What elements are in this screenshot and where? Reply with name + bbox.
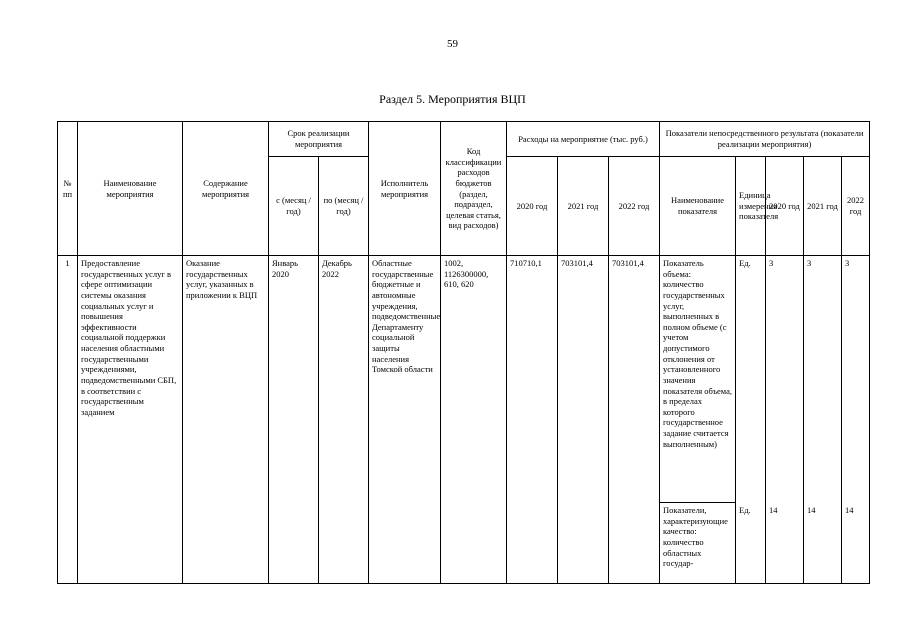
header-ind-2021: 2021 год (804, 157, 842, 256)
row-exp-2022: 703101,4 (609, 256, 660, 584)
indicator-unit: Ед. (736, 256, 766, 503)
indicator-name: Показатели, характеризующие качество: количество областных государ- (660, 503, 736, 584)
header-content: Содержание мероприятия (183, 122, 269, 256)
row-exp-2021: 703101,4 (558, 256, 609, 584)
indicator-2020: 14 (766, 503, 804, 584)
header-indicators-group: Показатели непосредственного результата (показатели реализации мероприятия) (660, 122, 870, 157)
row-term-from: Январь 2020 (269, 256, 319, 584)
indicator-2021: 14 (804, 503, 842, 584)
header-name: Наименование мероприятия (78, 122, 183, 256)
row-executor: Областные государственные бюджетные и автономные учреждения, подведомственные Департаменту социальной защиты населения Томской области (369, 256, 441, 584)
indicator-2022: 14 (842, 503, 870, 584)
header-term-group: Срок реализации мероприятия (269, 122, 369, 157)
row-exp-2020: 710710,1 (507, 256, 558, 584)
indicator-2021: 3 (804, 256, 842, 503)
table-row (58, 256, 870, 503)
activities-table (57, 121, 870, 584)
row-content: Оказание государственных услуг, указанных в приложении к ВЦП (183, 256, 269, 584)
header-exp-2021: 2021 год (558, 157, 609, 256)
row-name: Предоставление государственных услуг в сфере оптимизации системы оказания социальных услуг и повышения эффективности социальной поддержки населения областными государственными учреждениями, подведомственными СБП, в соответствии с государственным заданием (78, 256, 183, 584)
header-exp-2022: 2022 год (609, 157, 660, 256)
row-num: 1 (58, 256, 78, 584)
page-number: 59 (447, 38, 458, 50)
header-exp-2020: 2020 год (507, 157, 558, 256)
header-num: № пп (58, 122, 78, 256)
section-title: Раздел 5. Мероприятия ВЦП (379, 92, 526, 106)
indicator-name: Показатель объема: количество государственных услуг, выполненных в полном объеме (с учетом допустимого отклонения от установленного значения показателя объема, в пределах которого государственное задание считается выполненным) (660, 256, 736, 503)
header-term-to: по (месяц / год) (319, 157, 369, 256)
row-code: 1002, 1126300000, 610, 620 (441, 256, 507, 584)
indicator-2020: 3 (766, 256, 804, 503)
row-term-to: Декабрь 2022 (319, 256, 369, 584)
indicator-2022: 3 (842, 256, 870, 503)
header-ind-2020: 2020 год (766, 157, 804, 256)
header-code: Код классификации расходов бюджетов (раздел, подраздел, целевая статья, вид расходов) (441, 122, 507, 256)
header-ind-unit: Единица измерения показателя (736, 157, 766, 256)
header-ind-name: Наименование показателя (660, 157, 736, 256)
header-executor: Исполнитель мероприятия (369, 122, 441, 256)
header-term-from: с (месяц / год) (269, 157, 319, 256)
indicator-unit: Ед. (736, 503, 766, 584)
header-expenses-group: Расходы на мероприятие (тыс. руб.) (507, 122, 660, 157)
header-ind-2022: 2022 год (842, 157, 870, 256)
